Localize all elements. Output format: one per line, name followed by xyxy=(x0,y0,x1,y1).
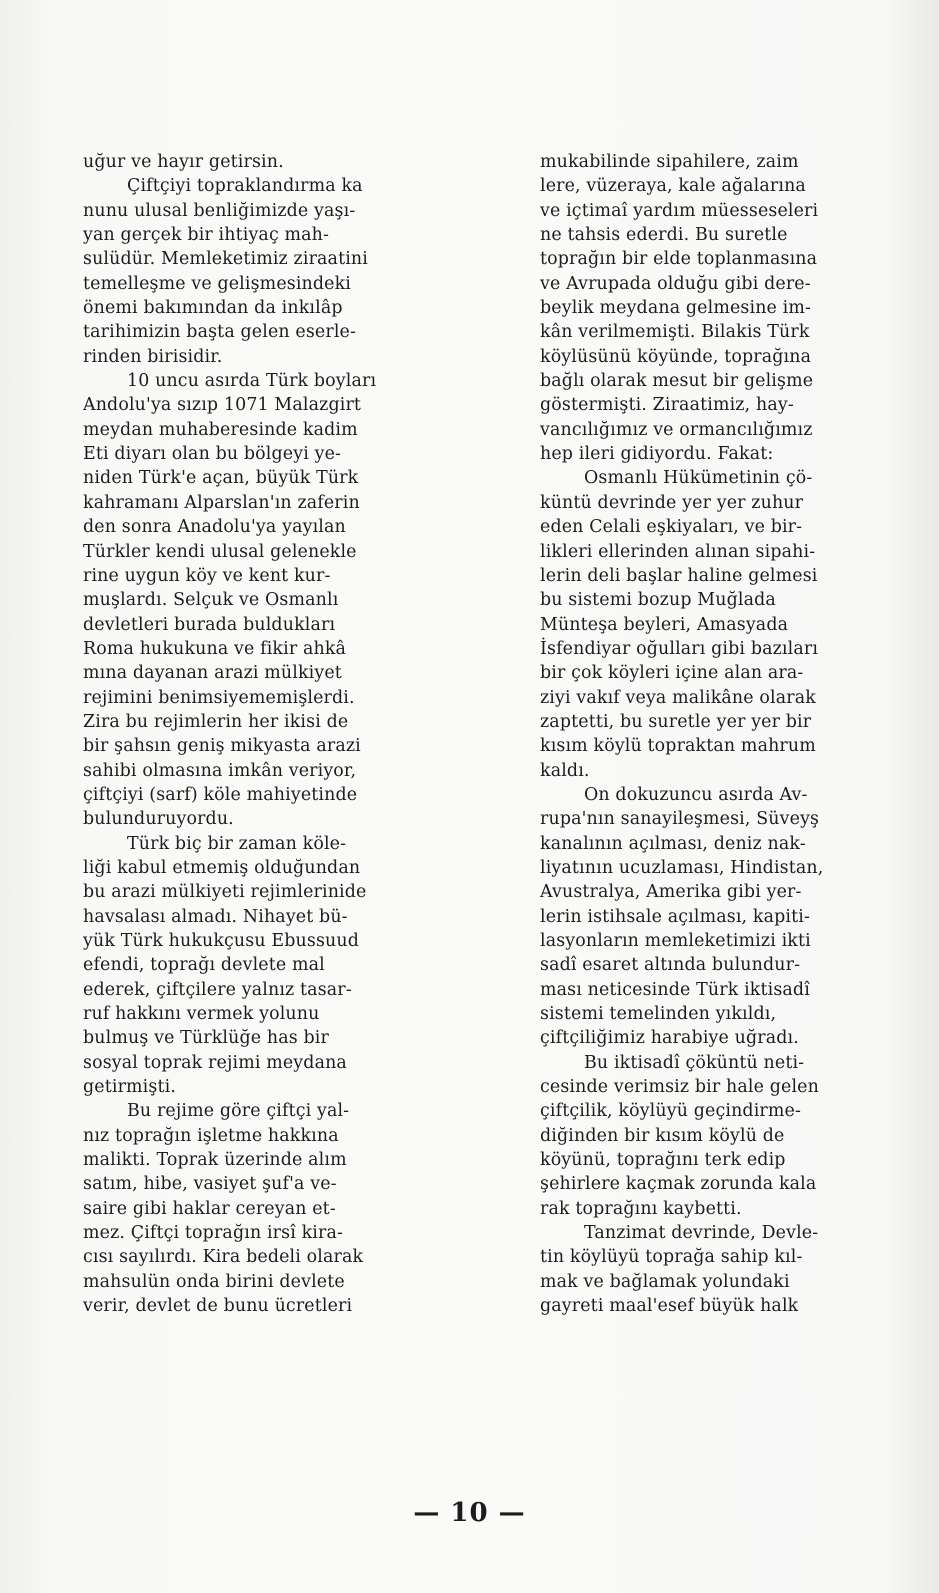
text-line: Avustralya, Amerika gibi yer- xyxy=(540,882,802,903)
text-line: malikti. Toprak üzerinde alım xyxy=(83,1150,347,1171)
text-line: gayreti maal'esef büyük halk xyxy=(540,1296,799,1317)
paragraph xyxy=(540,466,863,782)
text-line: rak toprağını kaybetti. xyxy=(540,1198,742,1219)
text-line: liyatının ucuzlaması, Hindistan, xyxy=(540,857,824,878)
text-line: çiftçilik, köylüyü geçindirme- xyxy=(540,1101,801,1122)
text-line: Bu rejime göre çiftçi yal- xyxy=(127,1101,350,1122)
text-line: mukabilinde sipahilere, zaim xyxy=(540,152,799,172)
text-line: hep ileri gidiyordu. Fakat: xyxy=(540,444,774,465)
paragraph xyxy=(83,369,405,832)
text-line: rine uygun köy ve kent kur- xyxy=(83,565,331,586)
text-line: Tanzimat devrinde, Devle- xyxy=(584,1223,819,1244)
text-line: tarihimizin başta gelen eserle- xyxy=(83,322,357,343)
text-line: zaptetti, bu suretle yer yer bir xyxy=(540,711,812,732)
text-line: lerin deli başlar haline gelmesi xyxy=(540,565,818,586)
text-line: lere, vüzeraya, kale ağalarına xyxy=(540,176,806,197)
text-line: ve içtimaî yardım müesseseleri xyxy=(540,200,819,221)
text-line: Andolu'ya sızıp 1071 Malazgirt xyxy=(83,395,362,416)
text-line: bu arazi mülkiyeti rejimlerinide xyxy=(83,882,367,903)
text-line: muşlardı. Selçuk ve Osmanlı xyxy=(83,590,339,611)
text-line: mak ve bağlamak yolundaki xyxy=(540,1271,790,1292)
text-line: satım, hibe, vasiyet şuf'a ve- xyxy=(83,1174,337,1195)
text-line: eden Celali eşkiyaları, ve bir- xyxy=(540,517,803,538)
text-line: sahibi olmasına imkân veriyor, xyxy=(83,760,357,781)
text-line: kân verilmemişti. Bilakis Türk xyxy=(540,322,810,343)
text-line: ruf hakkını vermek yolunu xyxy=(83,1004,320,1025)
paragraph xyxy=(83,832,405,1100)
text-line: yük Türk hukukçusu Ebussuud xyxy=(83,931,359,951)
paragraph xyxy=(540,783,863,1051)
text-line: köylüsünü köyünde, toprağına xyxy=(540,346,812,367)
text-line: bağlı olarak mesut bir gelişme xyxy=(540,371,814,392)
page-number: — 10 — xyxy=(413,1498,526,1528)
text-line: Münteşa beyleri, Amasyada xyxy=(540,614,789,635)
text-line: rupa'nın sanayileşmesi, Süveyş xyxy=(540,809,820,830)
text-line: Eti diyarı olan bu bölgeyi ye- xyxy=(83,444,342,465)
text-line: devletleri burada buldukları xyxy=(83,614,336,635)
paragraph xyxy=(540,150,863,466)
text-line: rinden birisidir. xyxy=(83,346,223,367)
text-line: sosyal toprak rejimi meydana xyxy=(83,1052,347,1073)
text-line: çiftçiliğimiz harabiye uğradı. xyxy=(540,1028,799,1049)
paragraph xyxy=(540,1051,863,1221)
text-line: kısım köylü topraktan mahrum xyxy=(540,736,816,757)
text-line: verir, devlet de bunu ücretleri xyxy=(83,1296,353,1317)
text-line: Çiftçiyi topraklandırma ka xyxy=(127,176,363,197)
text-line: mez. Çiftçi toprağın irsî kira- xyxy=(83,1223,344,1244)
text-line: Osmanlı Hükümetinin çö- xyxy=(584,468,813,489)
text-line: nunu ulusal benliğimizde yaşı- xyxy=(83,200,356,221)
text-line: bu sistemi bozup Muğlada xyxy=(540,590,776,611)
text-line: den sonra Anadolu'ya yayılan xyxy=(83,517,346,538)
text-line: ziyi vakıf veya malikâne olarak xyxy=(540,687,816,708)
text-line: önemi bakımından da inkılâp xyxy=(83,298,343,319)
text-line: havsalası almadı. Nihayet bü- xyxy=(83,906,348,927)
text-line: temelleşme ve gelişmesindeki xyxy=(83,273,352,294)
text-line: şehirlere kaçmak zorunda kala xyxy=(540,1174,817,1195)
text-line: Roma hukukuna ve fikir ahkâ xyxy=(83,638,347,659)
text-line: küntü devrinde yer yer zuhur xyxy=(540,492,804,513)
text-line: likleri ellerinden alınan sipahi- xyxy=(540,541,816,562)
text-line: cesinde verimsiz bir hale gelen xyxy=(540,1077,819,1098)
text-line: beylik meydana gelmesine im- xyxy=(540,298,812,319)
text-line: On dokuzuncu asırda Av- xyxy=(584,784,808,805)
text-line: Bu iktisadî çöküntü neti- xyxy=(584,1052,805,1073)
text-line: lerin istihsale açılması, kapiti- xyxy=(540,906,810,927)
text-line: mahsulün onda birini devlete xyxy=(83,1271,345,1292)
text-line: getirmişti. xyxy=(83,1077,176,1098)
text-line: İsfendiyar oğulları gibi bazıları xyxy=(540,638,819,659)
text-line: köyünü, toprağını terk edip xyxy=(540,1150,786,1171)
paragraph xyxy=(540,1221,863,1318)
text-line: ne tahsis ederdi. Bu suretle xyxy=(540,225,788,246)
text-line: Türkler kendi ulusal gelenekle xyxy=(83,541,357,562)
text-line: ve Avrupada olduğu gibi dere- xyxy=(540,273,811,294)
text-line: cısı sayılırdı. Kira bedeli olarak xyxy=(83,1247,364,1268)
text-line: çiftçiyi (sarf) köle mahiyetinde xyxy=(83,784,358,805)
text-line: vancılığımız ve ormancılığımız xyxy=(540,419,813,440)
text-line: Türk biç bir zaman köle- xyxy=(127,833,347,854)
text-line: tin köylüyü toprağa sahip kıl- xyxy=(540,1247,803,1268)
text-line: kaldı. xyxy=(540,760,590,781)
paragraph xyxy=(83,174,405,369)
text-line: bulmuş ve Türklüğe has bir xyxy=(83,1028,329,1049)
text-line: göstermişti. Ziraatimiz, hay- xyxy=(540,395,794,416)
text-line: sulüdür. Memleketimiz ziraatini xyxy=(83,249,368,270)
right-text-column xyxy=(540,150,863,1319)
text-line: uğur ve hayır getirsin. xyxy=(83,152,284,172)
text-line: diğinden bir kısım köylü de xyxy=(540,1125,785,1146)
text-line: sistemi temelinden yıkıldı, xyxy=(540,1004,777,1025)
text-line: rejimini benimsiyememişlerdi. xyxy=(83,687,355,708)
text-line: saire gibi haklar cereyan et- xyxy=(83,1198,336,1219)
text-line: 10 uncu asırda Türk boyları xyxy=(127,371,377,392)
paragraph xyxy=(83,150,405,174)
paragraph xyxy=(83,1099,405,1318)
text-line: bulunduruyordu. xyxy=(83,809,234,830)
text-line: Zira bu rejimlerin her ikisi de xyxy=(83,711,349,732)
text-line: toprağın bir elde toplanmasına xyxy=(540,249,818,270)
text-line: kanalının açılması, deniz nak- xyxy=(540,833,806,854)
text-line: ederek, çiftçilere yalnız tasar- xyxy=(83,979,352,1000)
text-line: nız toprağın işletme hakkına xyxy=(83,1125,339,1146)
text-line: sadî esaret altında bulundur- xyxy=(540,955,801,976)
text-line: efendi, toprağı devlete mal xyxy=(83,955,325,976)
text-line: mına dayanan arazi mülkiyet xyxy=(83,663,342,684)
text-line: kahramanı Alparslan'ın zaferin xyxy=(83,492,360,513)
text-line: yan gerçek bir ihtiyaç mah- xyxy=(83,225,330,246)
text-line: meydan muhaberesinde kadim xyxy=(83,419,358,440)
text-line: bir çok köyleri içine alan ara- xyxy=(540,663,804,684)
text-line: liği kabul etmemiş olduğundan xyxy=(83,857,361,878)
text-line: ması neticesinde Türk iktisadî xyxy=(540,979,810,1000)
text-line: bir şahsın geniş mikyasta arazi xyxy=(83,736,361,757)
text-line: niden Türk'e açan, büyük Türk xyxy=(83,468,359,489)
left-text-column xyxy=(83,150,405,1319)
text-line: lasyonların memleketimizi ikti xyxy=(540,931,811,951)
